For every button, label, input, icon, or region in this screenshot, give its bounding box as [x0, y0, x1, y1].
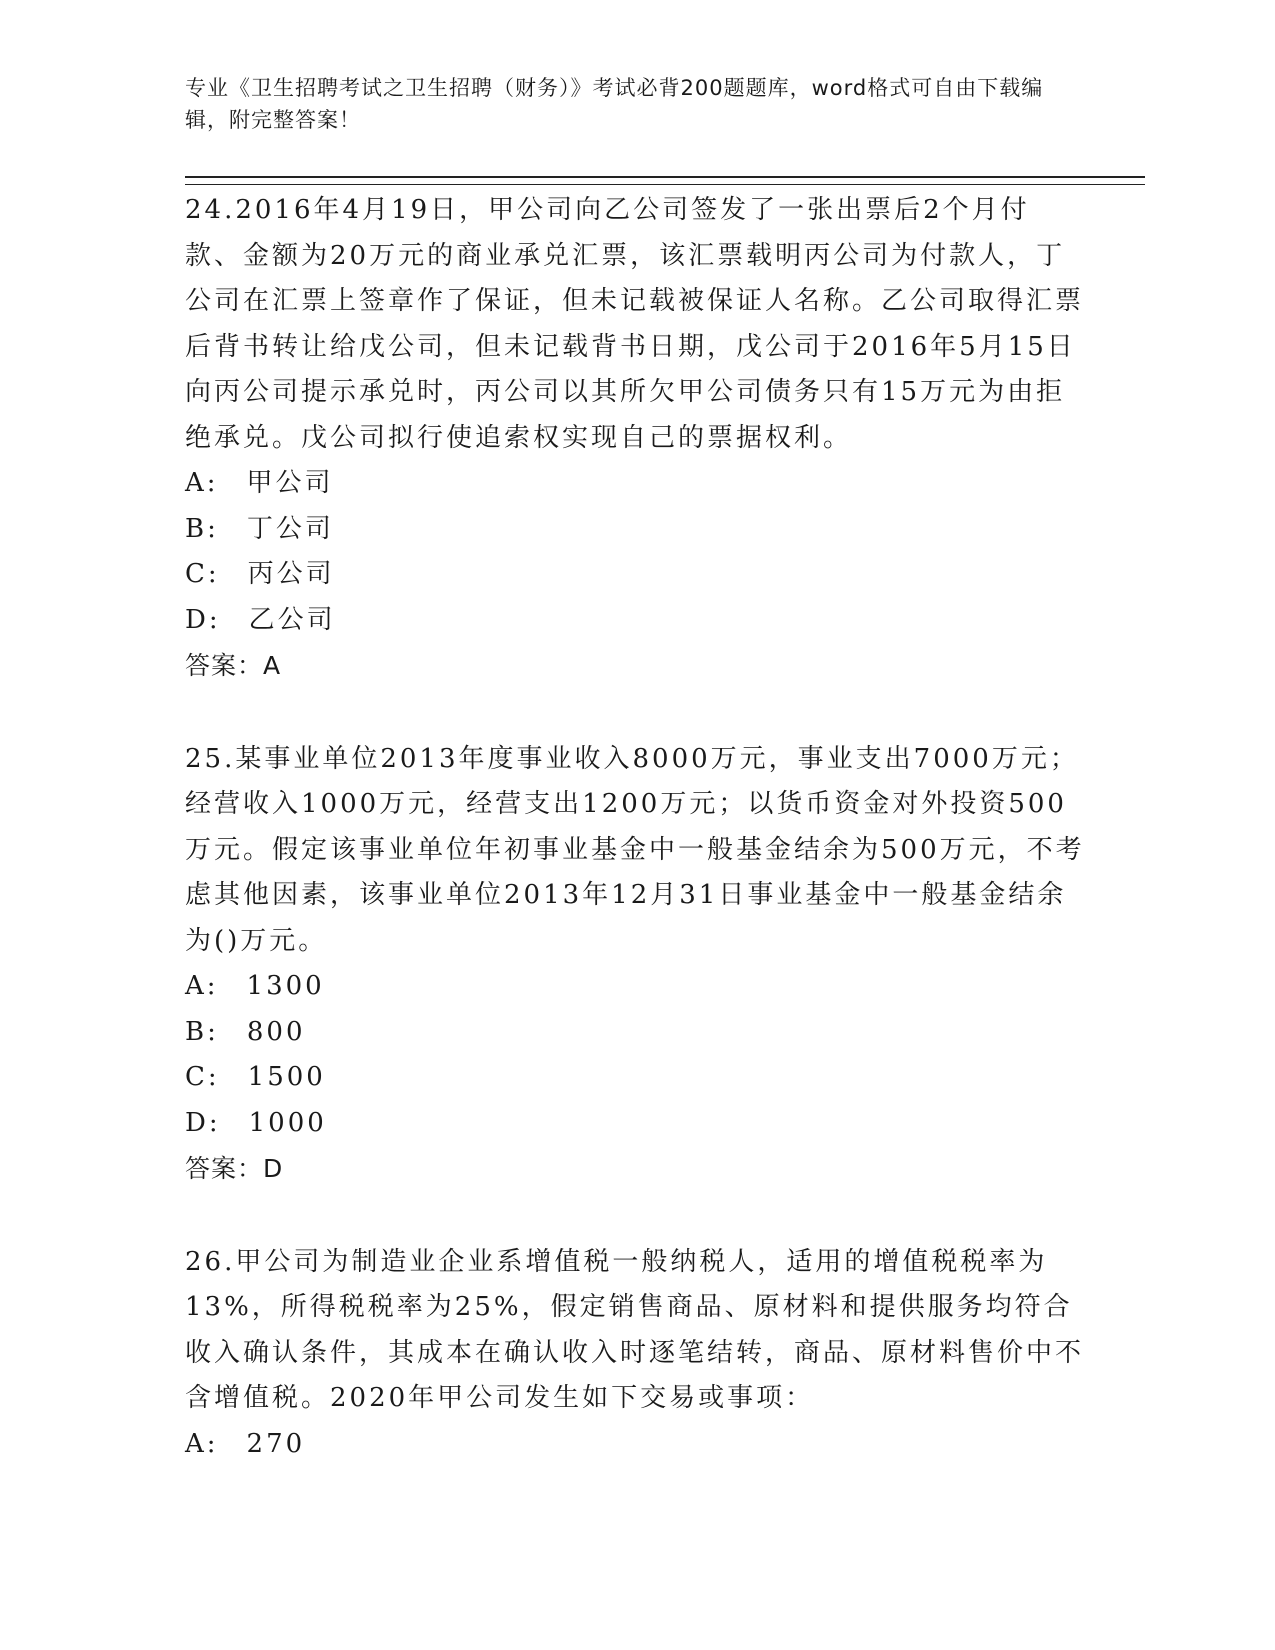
question-text: 25.某事业单位2013年度事业收入8000万元，事业支出7000万元；经营收入1000万元，经营支出1200万元；以货币资金对外投资500万元。假定该事业单位年初事业基金中一般基金结余为500万元，不考虑其他因素，该事业单位2013年12月31日事业基金中一般基金结余为()万元。 — [185, 743, 1085, 956]
document-header — [185, 72, 1065, 136]
document-title: 专业《卫生招聘考试之卫生招聘（财务）》考试必背200题题库，word格式可自由下载编辑，附完整答案！ — [185, 76, 1044, 132]
option-text: 丁公司 — [246, 513, 334, 544]
question-25 — [185, 737, 1085, 1192]
option-text: 丙公司 — [247, 559, 335, 589]
option-letter: C: — [185, 1062, 220, 1092]
question-26 — [185, 1240, 1085, 1468]
option-text: 1000 — [248, 1107, 327, 1138]
option-text: 甲公司 — [246, 468, 334, 498]
option-letter: B: — [185, 513, 219, 544]
option-text: 乙公司 — [248, 604, 336, 635]
question-text: 26.甲公司为制造业企业系增值税一般纳税人，适用的增值税税率为13%，所得税税率为25%，假定销售商品、原材料和提供服务均符合收入确认条件，其成本在确认收入时逐笔结转，商品、原材料售价中不含增值税。2020年甲公司发生如下交易或事项： — [185, 1246, 1085, 1413]
answer-line: 答案：A — [185, 651, 282, 680]
option-c — [185, 552, 1085, 598]
option-letter: A: — [185, 971, 219, 1001]
option-a — [185, 461, 1085, 507]
option-letter: D: — [185, 1107, 221, 1138]
answer-line: 答案：D — [185, 1154, 284, 1183]
option-text: 1500 — [247, 1062, 326, 1092]
option-list — [185, 461, 1085, 643]
option-d — [185, 1101, 1085, 1147]
option-letter: A: — [185, 1428, 219, 1459]
option-b — [185, 1010, 1085, 1056]
option-list — [185, 1422, 1085, 1468]
option-text: 800 — [246, 1016, 306, 1047]
option-letter: A: — [185, 468, 219, 498]
option-b — [185, 507, 1085, 553]
option-letter: B: — [185, 1016, 219, 1047]
question-list — [185, 188, 1085, 1515]
question-text: 24.2016年4月19日，甲公司向乙公司签发了一张出票后2个月付款、金额为20万元的商业承兑汇票，该汇票载明丙公司为付款人，丁公司在汇票上签章作了保证，但未记载被保证人名称。乙公司取得汇票后背书转让给戊公司，但未记载背书日期，戊公司于2016年5月15日向丙公司提示承兑时，丙公司以其所欠甲公司债务只有15万元为由拒绝承兑。戊公司拟行使追索权实现自己的票据权利。 — [185, 195, 1085, 453]
option-text: 270 — [246, 1428, 306, 1459]
option-list — [185, 964, 1085, 1146]
option-a — [185, 1422, 1085, 1468]
option-letter: D: — [185, 604, 221, 635]
option-text: 1300 — [246, 971, 325, 1001]
option-c — [185, 1055, 1085, 1101]
option-letter: C: — [185, 559, 220, 589]
question-24 — [185, 188, 1085, 689]
option-d — [185, 598, 1085, 644]
option-a — [185, 964, 1085, 1010]
header-divider — [185, 176, 1145, 185]
